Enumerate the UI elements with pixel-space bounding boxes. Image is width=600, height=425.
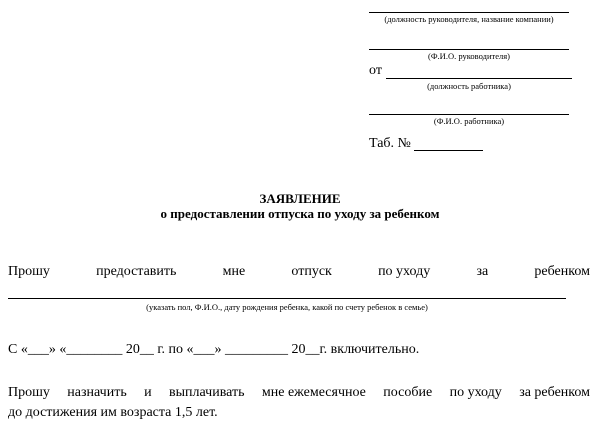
- tab-number-line: [414, 150, 483, 151]
- allowance-word: мне ежемесячное: [261, 385, 366, 400]
- manager-position-line: [369, 12, 569, 13]
- allowance-word: выплачивать: [169, 385, 245, 400]
- manager-name-line: [369, 49, 569, 50]
- child-info-line: [8, 298, 566, 299]
- caption-position-company: (должность руководителя, название компании): [384, 14, 554, 24]
- allowance-word: пособие: [383, 385, 433, 400]
- tab-number-label: Таб. №: [369, 136, 411, 151]
- allowance-word: Прошу: [8, 385, 50, 400]
- from-label: от: [369, 63, 382, 78]
- allowance-word: назначить: [67, 385, 127, 400]
- caption-manager-name: (Ф.И.О. руководителя): [428, 51, 510, 61]
- request-word: предоставить: [96, 264, 177, 279]
- document-subtitle: о предоставлении отпуска по уходу за ребенком: [160, 206, 440, 221]
- allowance-word: по уходу: [449, 385, 502, 400]
- caption-employee-position: (должность работника): [427, 81, 511, 91]
- request-word: Прошу: [8, 264, 50, 279]
- employee-position-line: [386, 78, 572, 79]
- request-word: мне: [222, 264, 246, 279]
- allowance-word: и: [144, 385, 152, 400]
- request-line: [8, 264, 590, 280]
- request-word: по уходу: [378, 264, 431, 279]
- request-word: за: [476, 264, 489, 279]
- allowance-word: за ребенком: [519, 385, 590, 400]
- dates-line: С «___» «________ 20__ г. по «___» _________ 20__г. включительно.: [8, 342, 420, 357]
- caption-child-info: (указать пол, Ф.И.О., дату рождения ребенка, какой по счету ребенок в семье): [146, 302, 428, 312]
- allowance-line-2: до достижения им возраста 1,5 лет.: [8, 405, 218, 420]
- request-word: отпуск: [291, 264, 332, 279]
- allowance-line-1: [8, 385, 590, 401]
- employee-name-line: [369, 114, 569, 115]
- caption-employee-name: (Ф.И.О. работника): [433, 116, 505, 126]
- document-title: ЗАЯВЛЕНИЕ: [259, 191, 341, 206]
- request-word: ребенком: [534, 264, 590, 279]
